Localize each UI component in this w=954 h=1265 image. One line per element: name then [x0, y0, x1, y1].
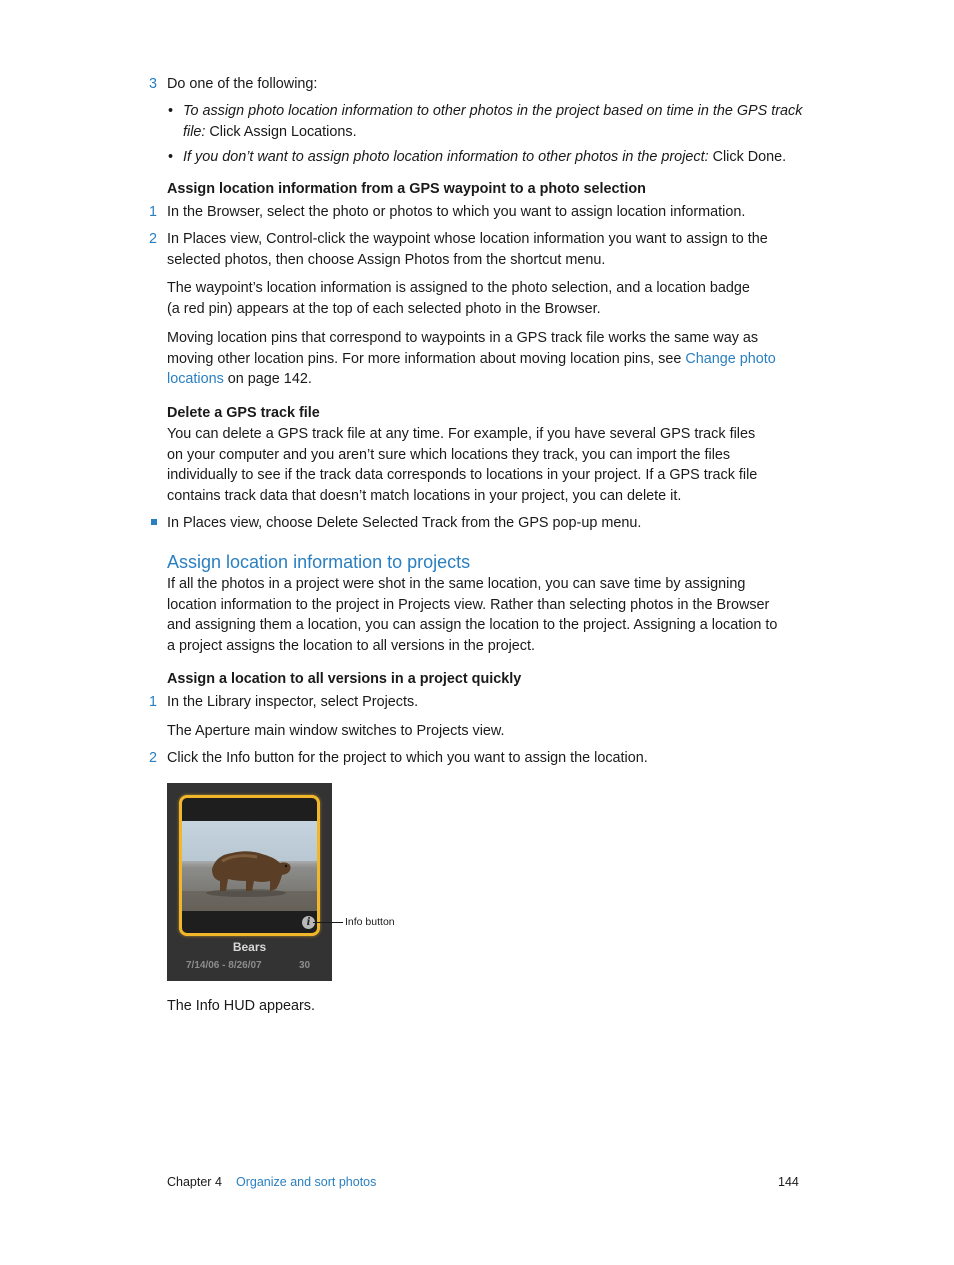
line: If all the photos in a project were shot in the same location, you can save time by assigning: [167, 576, 746, 592]
step-number: 3: [149, 76, 158, 92]
step-text: In Places view, choose Delete Selected Track from the GPS pop-up menu.: [167, 515, 642, 531]
line: moving other location pins. For more information about moving location pins, see: [167, 350, 686, 367]
bullet-italic: To assign photo location information to other photos in the project based on time in the GPS track: [183, 103, 803, 119]
line: and assigning them a location, you can assign the location to the project. Assigning a location to: [167, 617, 778, 634]
line: The waypoint’s location information is assigned to the photo selection, and a location badge: [167, 280, 750, 296]
task-heading: Delete a GPS track file: [167, 405, 320, 421]
bear-photo: [182, 821, 317, 911]
bullet-italic: If you don’t want to assign photo location information to other photos in the project:: [183, 149, 709, 165]
step-number: 2: [149, 750, 158, 766]
bullet-dot: •: [168, 103, 174, 119]
line: In Places view, Control-click the waypoint whose location information you want to assign to the: [167, 231, 768, 247]
project-name: Bears: [232, 940, 267, 954]
line: Moving location pins that correspond to waypoints in a GPS track file works the same way as: [167, 330, 759, 346]
line: (a red pin) appears at the top of each selected photo in the Browser.: [167, 300, 601, 317]
line: on your computer and you aren’t sure which locations they track, you can import the files: [167, 446, 731, 463]
paragraph: [167, 278, 807, 319]
project-tile-figure: [167, 783, 332, 981]
step-text: Click the Info button for the project to which you want to assign the location.: [167, 750, 648, 766]
project-dates: 7/14/06 - 8/26/07: [186, 960, 262, 971]
callout-label: Info button: [345, 916, 395, 928]
task-heading: Assign a location to all versions in a project quickly: [167, 671, 522, 687]
step-number: 2: [149, 231, 158, 247]
square-bullet-icon: [151, 519, 157, 525]
step-text: Do one of the following:: [167, 76, 318, 92]
line: location information to the project in Projects view. Rather than selecting photos in the Browser: [167, 596, 770, 613]
footer-chapter-link[interactable]: Organize and sort photos: [236, 1175, 377, 1189]
paragraph: [167, 328, 807, 390]
project-photo-count: 30: [299, 960, 311, 971]
line: selected photos, then choose Assign Photos from the shortcut menu.: [167, 251, 606, 268]
bullet-item: [183, 147, 803, 168]
paragraph: [167, 424, 807, 507]
callout-line: [313, 922, 343, 923]
page-number: 144: [778, 1175, 799, 1189]
line: individually to see if the track data corresponds to locations in your project. If a GPS track file: [167, 467, 758, 484]
step-number: 1: [149, 204, 158, 220]
bullet-dot: •: [168, 149, 174, 165]
line: on page 142.: [223, 371, 312, 388]
bullet-item: [183, 101, 803, 142]
change-photo-locations-link-cont[interactable]: locations: [167, 371, 224, 388]
line: You can delete a GPS track file at any time. For example, if you have several GPS track files: [167, 426, 756, 442]
line: a project assigns the location to all versions in the project.: [167, 638, 535, 655]
project-tile-selected[interactable]: [179, 795, 320, 936]
bullet-normal: Click Done.: [708, 149, 787, 165]
step-text: In the Browser, select the photo or photos to which you want to assign location information.: [167, 204, 746, 220]
step-number: 1: [149, 694, 158, 710]
paragraph: [167, 574, 807, 657]
footer-chapter: Chapter 4: [167, 1175, 222, 1189]
section-heading: Assign location information to projects: [167, 552, 471, 572]
step-result: The Info HUD appears.: [167, 998, 315, 1014]
step-text: [167, 229, 807, 270]
bullet-italic-cont: file:: [183, 123, 206, 140]
step-result: The Aperture main window switches to Projects view.: [167, 723, 505, 739]
bullet-normal: Click Assign Locations.: [205, 123, 357, 140]
step-text: In the Library inspector, select Projects.: [167, 694, 419, 710]
task-heading: Assign location information from a GPS waypoint to a photo selection: [167, 181, 646, 197]
info-icon[interactable]: i: [302, 916, 315, 929]
change-photo-locations-link[interactable]: Change photo: [685, 350, 776, 367]
line: contains track data that doesn’t match locations in your project, you can delete it.: [167, 488, 682, 505]
